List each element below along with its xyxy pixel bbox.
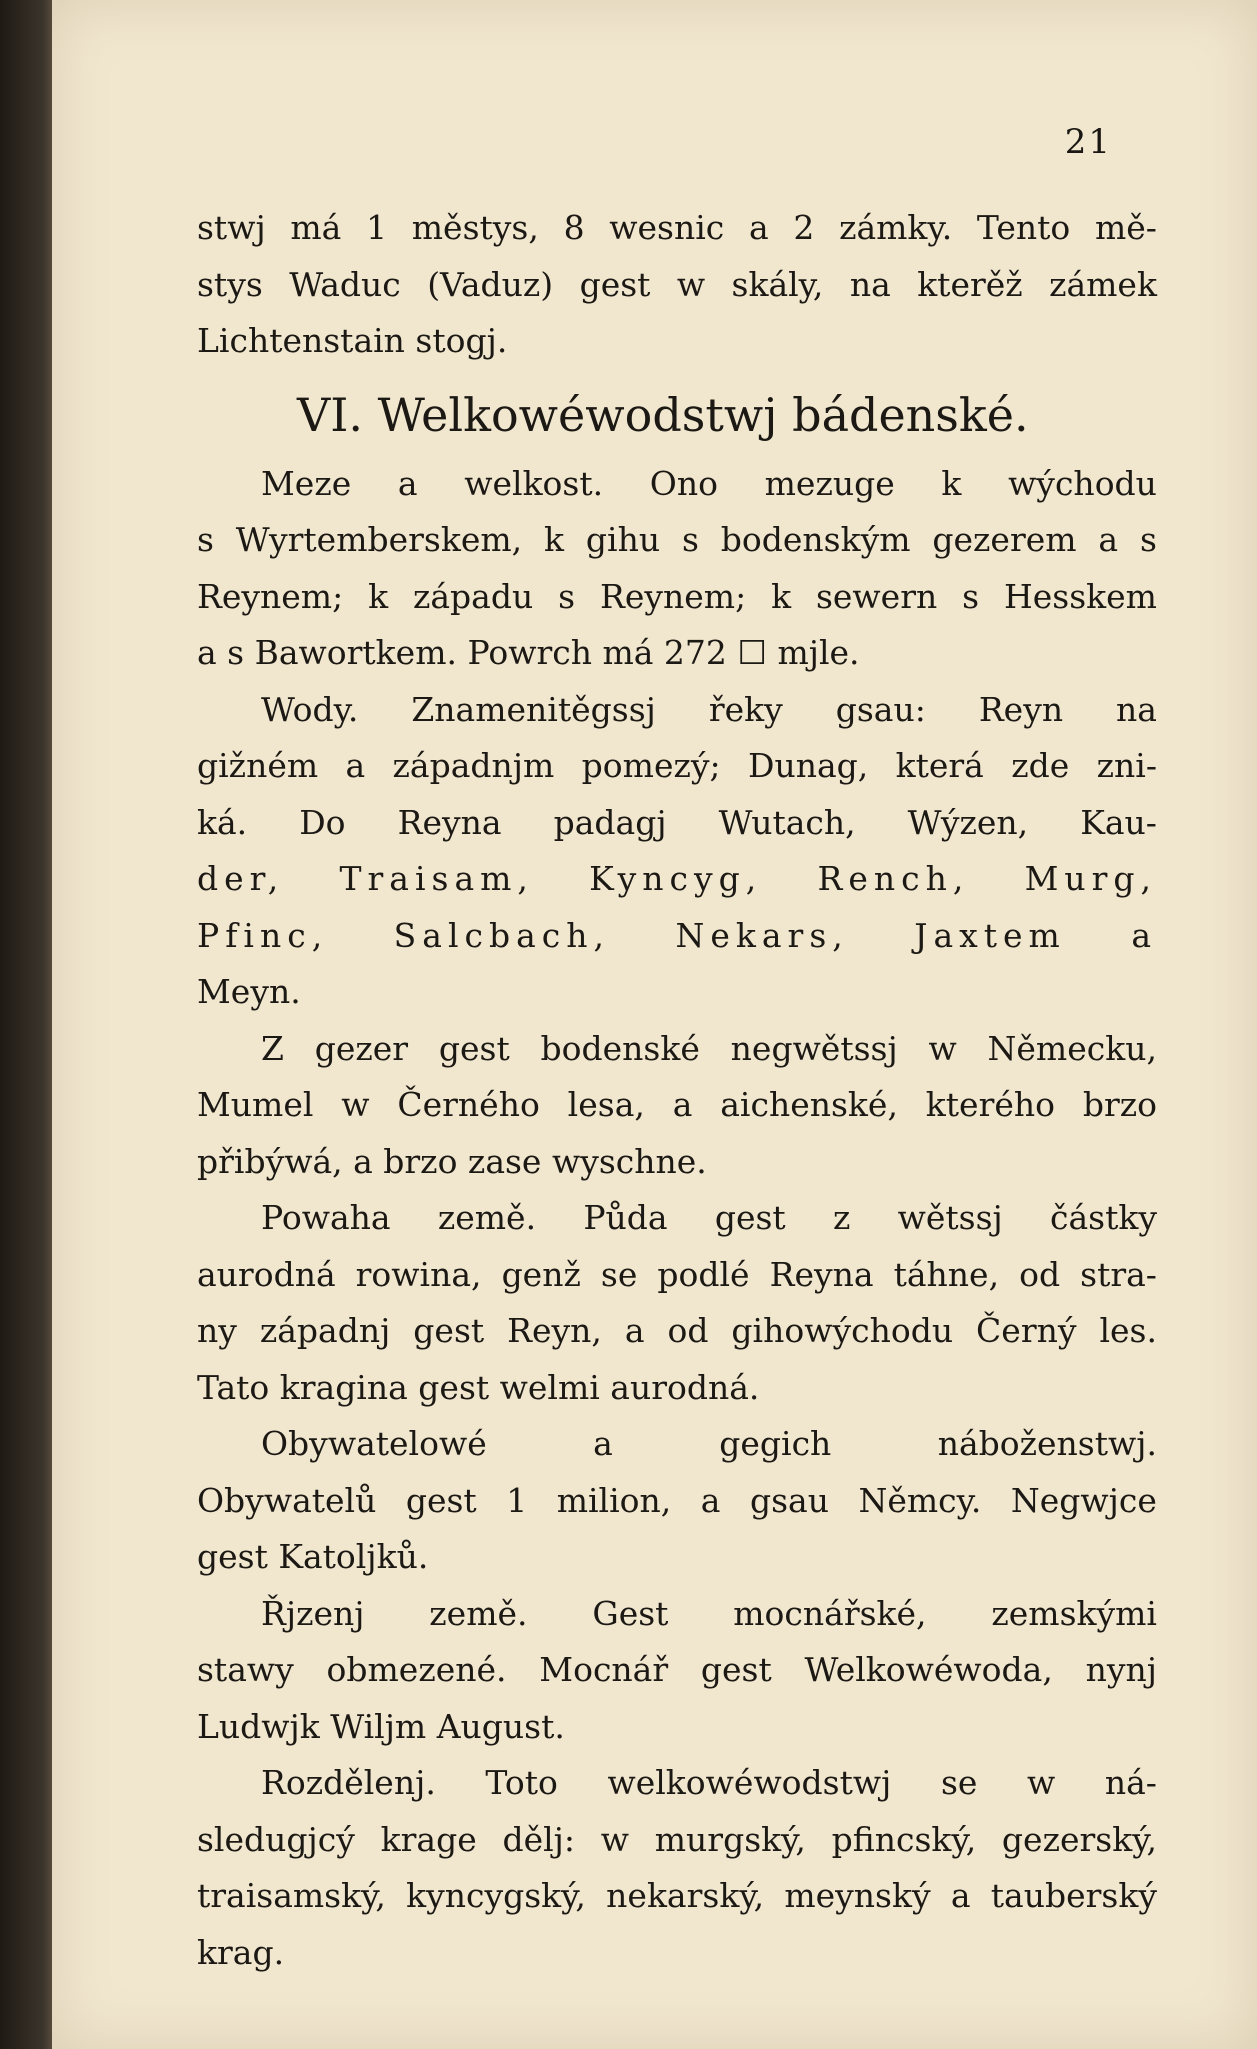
word: a: [748, 208, 769, 247]
word: táhne,: [893, 1254, 1000, 1294]
word: genž: [501, 1254, 581, 1294]
word: podlé: [657, 1254, 750, 1294]
text-line: [197, 1868, 1157, 1925]
word: w: [676, 264, 706, 304]
word: negwětssj: [730, 1028, 898, 1068]
word: gezerský,: [1001, 1819, 1157, 1859]
word: gest: [700, 1650, 772, 1689]
book-page: [52, 0, 1257, 2049]
text-line: [197, 1077, 1157, 1134]
word: les.: [1099, 1311, 1157, 1350]
word: Do: [299, 802, 346, 842]
word: w: [928, 1028, 957, 1068]
word: kterěž: [917, 264, 1023, 304]
word: Wody.: [261, 689, 359, 729]
word: a: [1131, 915, 1157, 955]
word: pfincský,: [831, 1819, 977, 1859]
word: Toto: [485, 1763, 558, 1802]
word: a: [397, 463, 418, 503]
word: Kyncyg,: [589, 859, 763, 898]
word: Reyn: [978, 689, 1064, 729]
word: Mocnář: [539, 1650, 669, 1689]
word: gižném: [197, 746, 319, 785]
text-line: Tato kragina gest welmi aurodná.: [197, 1367, 760, 1407]
word: lesa,: [567, 1085, 645, 1124]
word: západnjm: [392, 746, 555, 785]
text-line: [197, 1190, 1157, 1247]
word: zámky.: [839, 208, 953, 247]
word: krage: [380, 1819, 477, 1859]
word: 1: [366, 208, 388, 247]
word: pomezý;: [581, 746, 721, 785]
word: 2: [793, 208, 815, 247]
text-line: gest Katoljků.: [197, 1537, 429, 1576]
word: k: [941, 463, 962, 503]
word: Traisam,: [339, 859, 534, 898]
word: Mumel: [197, 1085, 314, 1124]
word: ná-: [1104, 1763, 1157, 1802]
text-line: [197, 200, 1157, 257]
word: padagj: [553, 802, 667, 842]
word: murgský,: [654, 1819, 806, 1859]
word: 1: [506, 1480, 528, 1520]
paragraph-land: [197, 1190, 1157, 1416]
text-line: [197, 1416, 1157, 1473]
word: Řjzenj: [261, 1593, 365, 1633]
word: s: [962, 576, 980, 616]
word: kyncygský,: [406, 1876, 586, 1915]
word: má: [290, 208, 342, 247]
word: Hesskem: [1003, 576, 1157, 616]
word: Nekars,: [675, 915, 849, 955]
word: Murg,: [1024, 859, 1157, 898]
word: stys: [197, 264, 263, 304]
word: aichenské,: [720, 1085, 898, 1124]
word: kterého: [925, 1085, 1055, 1124]
word: rowina,: [355, 1254, 482, 1294]
word: od: [667, 1311, 709, 1350]
word: Wýzen,: [907, 802, 1029, 842]
word: Salcbach,: [393, 915, 611, 955]
text-line: [197, 1303, 1157, 1360]
word: gest: [714, 1198, 786, 1237]
paragraph-government: [197, 1586, 1157, 1756]
word: ny: [197, 1311, 237, 1350]
word: stwj: [197, 208, 266, 247]
text-line: [197, 908, 1157, 965]
text-line: [197, 682, 1157, 739]
text-line: [197, 569, 1157, 626]
word: Wutach,: [718, 802, 856, 842]
text-line: [197, 1021, 1157, 1078]
word: bodenským: [720, 520, 911, 559]
word: w: [600, 1819, 630, 1859]
word: Dunag,: [748, 746, 869, 785]
word: gest: [405, 1480, 477, 1520]
word: nynj: [1085, 1650, 1157, 1689]
word: w: [341, 1085, 370, 1124]
word: mocnářské,: [733, 1593, 927, 1633]
word: Rench,: [817, 859, 970, 898]
word: meynský: [784, 1876, 931, 1915]
page-body: [197, 200, 1157, 1981]
word: od: [1019, 1254, 1061, 1294]
text-line: krag.: [197, 1932, 285, 1972]
word: a: [345, 746, 366, 785]
paragraph-population: [197, 1416, 1157, 1586]
text-line: [197, 851, 1157, 908]
word: welkost.: [464, 463, 604, 503]
word: Reynem;: [599, 576, 747, 616]
word: nekarský,: [606, 1876, 765, 1915]
word: Waduc: [289, 264, 401, 304]
word: gegich: [719, 1424, 832, 1463]
word: Z: [261, 1028, 284, 1068]
word: městys,: [411, 208, 539, 247]
word: Welkowéwoda,: [804, 1650, 1053, 1689]
text-line: [197, 512, 1157, 569]
paragraph-lakes: [197, 1021, 1157, 1191]
word: tauberský: [990, 1876, 1157, 1915]
word: k: [771, 576, 792, 616]
word: Obywatelů: [197, 1480, 377, 1520]
word: Reyna: [769, 1254, 874, 1294]
word: Obywatelowé: [261, 1424, 487, 1463]
word: na: [849, 264, 891, 304]
word: a: [672, 1085, 693, 1124]
word: a: [1098, 520, 1119, 559]
word: gsau: [749, 1480, 829, 1520]
word: 8: [563, 208, 585, 247]
text-line: [197, 795, 1157, 852]
word: částky: [1049, 1198, 1157, 1237]
word: zni-: [1096, 746, 1157, 785]
text-line: [197, 456, 1157, 513]
word: Reynem;: [197, 576, 344, 616]
word: wětssj: [897, 1198, 1003, 1237]
word: a: [593, 1424, 613, 1463]
word: s: [197, 520, 214, 559]
word: Německu,: [987, 1028, 1157, 1068]
word: z: [832, 1198, 851, 1237]
word: gsau:: [835, 689, 926, 729]
word: stawy: [197, 1650, 294, 1689]
word: náboženstwj.: [937, 1424, 1157, 1463]
word: která: [895, 746, 984, 785]
word: dělj:: [502, 1819, 576, 1859]
paragraph-waters: [197, 682, 1157, 1021]
word: Tento: [976, 208, 1071, 247]
word: obmezené.: [326, 1650, 507, 1689]
word: der,: [197, 859, 285, 898]
text-line: [197, 1755, 1157, 1812]
text-line: Meyn.: [197, 972, 301, 1011]
word: welkowéwodstwj: [607, 1763, 892, 1802]
word: skály,: [731, 264, 824, 304]
word: mě-: [1094, 208, 1157, 247]
word: s: [681, 520, 699, 559]
word: Gest: [592, 1593, 669, 1633]
text-line: [197, 738, 1157, 795]
word: s: [1139, 520, 1157, 559]
word: gest: [579, 264, 651, 304]
word: Černý: [976, 1311, 1077, 1350]
word: západu: [413, 576, 534, 616]
word: Reyna: [397, 802, 502, 842]
word: Znamenitěgssj: [411, 689, 656, 729]
text-line: [197, 1473, 1157, 1530]
word: a: [624, 1311, 645, 1350]
word: na: [1116, 689, 1157, 729]
word: gihowýchodu: [731, 1311, 954, 1350]
word: Černého: [397, 1085, 540, 1124]
word: se: [600, 1254, 638, 1294]
page-number: 21: [1064, 122, 1112, 162]
word: aurodná: [197, 1254, 336, 1294]
word: země.: [437, 1198, 537, 1237]
text-line: Ludwjk Wiljm August.: [197, 1706, 565, 1746]
word: Ono: [649, 463, 718, 503]
word: a: [950, 1876, 971, 1915]
word: Negwjce: [1010, 1480, 1157, 1520]
word: Kau-: [1080, 802, 1157, 842]
text-line: Lichtenstain stogj.: [197, 321, 508, 360]
book-gutter-shadow: [0, 0, 60, 2049]
text-line: [197, 257, 1157, 314]
word: (Vaduz): [427, 264, 554, 304]
word: stra-: [1080, 1254, 1157, 1294]
word: bodenské: [540, 1028, 700, 1068]
word: traisamský,: [197, 1876, 386, 1915]
word: zemskými: [991, 1593, 1157, 1633]
word: ká.: [197, 802, 248, 842]
word: mezuge: [764, 463, 895, 503]
word: zde: [1011, 746, 1070, 785]
word: Půda: [583, 1198, 668, 1237]
word: w: [1027, 1763, 1056, 1802]
word: zámek: [1049, 264, 1157, 304]
word: řeky: [708, 689, 783, 729]
text-line: [197, 1247, 1157, 1304]
word: západnj: [259, 1311, 391, 1350]
word: gihu: [585, 520, 661, 559]
word: gezerem: [932, 520, 1077, 559]
paragraph-borders: [197, 456, 1157, 682]
section-heading: VI. Welkowéwodstwj bádenské.: [297, 387, 1029, 442]
text-line: [197, 1586, 1157, 1643]
paragraph-division: [197, 1755, 1157, 1981]
word: Powaha: [261, 1198, 391, 1237]
word: brzo: [1082, 1085, 1157, 1124]
text-line: a s Bawortkem. Powrch má 272 ☐ mjle.: [197, 633, 860, 672]
text-line: přibýwá, a brzo zase wyschne.: [197, 1141, 707, 1181]
word: wýchodu: [1008, 463, 1157, 503]
word: Němcy.: [858, 1480, 982, 1520]
paragraph-intro: [197, 200, 1157, 370]
word: gest: [438, 1028, 510, 1068]
word: milion,: [556, 1480, 672, 1520]
word: se: [940, 1763, 978, 1802]
word: sewern: [815, 576, 938, 616]
word: Reyn,: [507, 1311, 602, 1350]
word: k: [368, 576, 389, 616]
text-line: [197, 1812, 1157, 1869]
word: země.: [429, 1593, 528, 1633]
word: gezer: [314, 1028, 409, 1068]
word: a: [700, 1480, 721, 1520]
word: s: [558, 576, 576, 616]
word: wesnic: [609, 208, 725, 247]
word: Rozdělenj.: [261, 1763, 436, 1802]
word: Jaxtem: [914, 915, 1066, 955]
text-line: [197, 1642, 1157, 1699]
word: k: [544, 520, 565, 559]
word: Wyrtemberskem,: [235, 520, 523, 559]
word: sledugjcý: [197, 1819, 355, 1859]
word: gest: [413, 1311, 485, 1350]
word: Meze: [261, 463, 352, 503]
word: Pfinc,: [197, 915, 329, 955]
